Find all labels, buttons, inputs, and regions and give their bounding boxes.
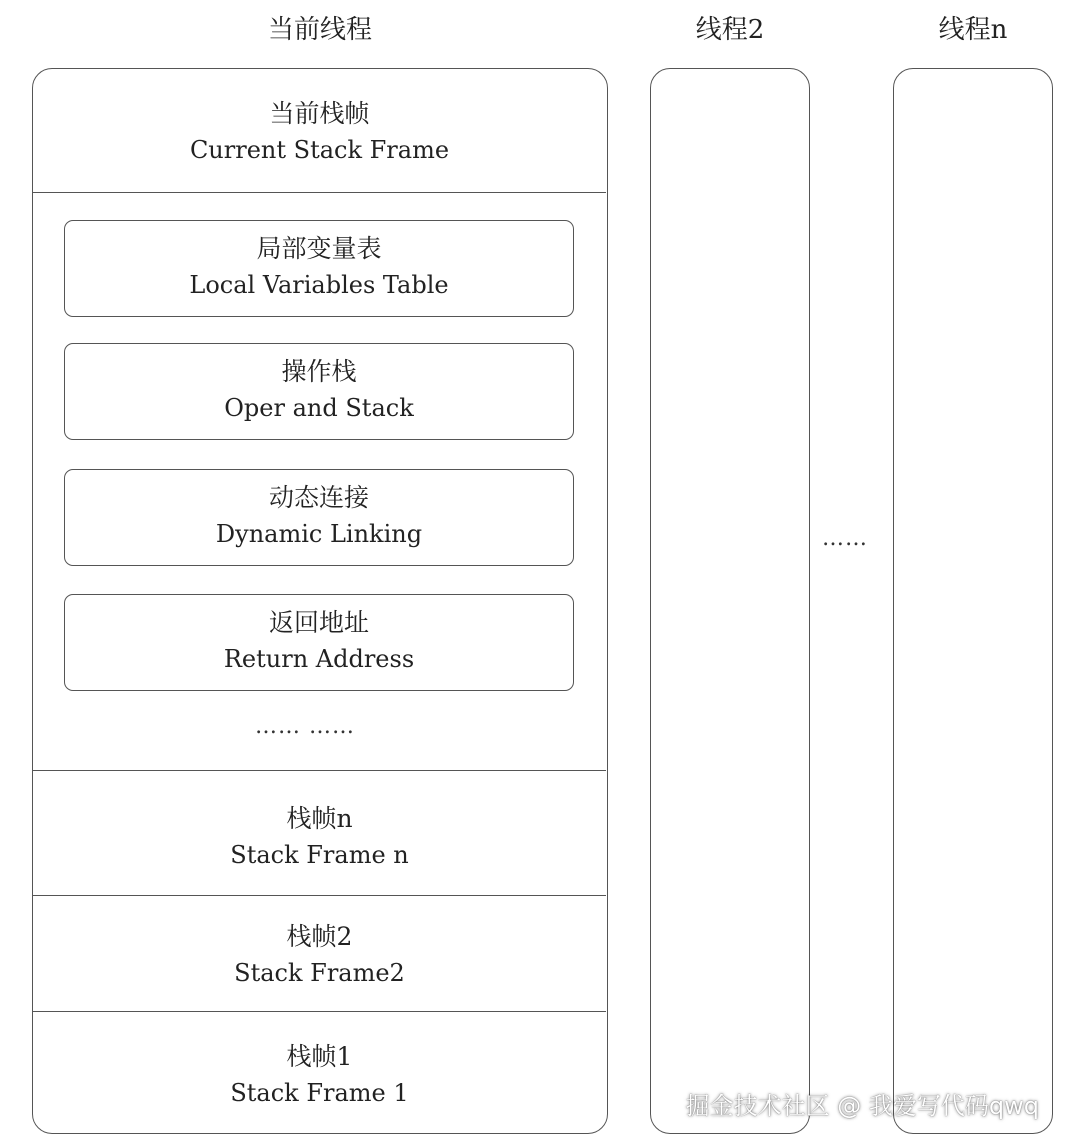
return-address-en: Return Address: [223, 645, 415, 673]
stack-frame-n: [33, 801, 606, 873]
thread-n-stack: [893, 68, 1053, 1134]
stack-frame-2-zh: 栈帧2: [286, 922, 353, 951]
divider: [33, 1011, 606, 1012]
divider: [33, 895, 606, 896]
inner-ellipsis: …… ……: [255, 714, 355, 739]
return-address-box: [64, 594, 574, 691]
stack-frame-2: [33, 919, 606, 991]
operand-stack-en: Oper and Stack: [224, 394, 414, 422]
operand-stack-box: [64, 343, 574, 440]
thread-2-stack: [650, 68, 810, 1134]
title-thread-2: 线程2: [695, 15, 765, 45]
title-current-thread: 当前线程: [267, 15, 372, 45]
local-variables-table-box: [64, 220, 574, 317]
threads-ellipsis: ……: [822, 526, 868, 551]
current-stack-frame: [33, 96, 606, 168]
operand-stack-zh: 操作栈: [281, 357, 357, 386]
divider: [33, 192, 606, 193]
current-stack-frame-zh: 当前栈帧: [269, 99, 370, 128]
stack-frame-n-en: Stack Frame n: [230, 841, 409, 869]
dynamic-linking-zh: 动态连接: [268, 483, 369, 512]
stack-frame-n-zh: 栈帧n: [286, 804, 353, 833]
stack-frame-1-en: Stack Frame 1: [230, 1079, 409, 1107]
divider: [33, 770, 606, 771]
dynamic-linking-box: [64, 469, 574, 566]
dynamic-linking-en: Dynamic Linking: [215, 520, 423, 548]
title-thread-n: 线程n: [938, 15, 1008, 45]
local-variables-table-en: Local Variables Table: [189, 271, 449, 299]
local-variables-table-zh: 局部变量表: [256, 234, 382, 263]
current-stack-frame-en: Current Stack Frame: [189, 136, 450, 164]
stack-frame-2-en: Stack Frame2: [234, 959, 405, 987]
current-thread-stack: [32, 68, 608, 1134]
stack-frame-1-zh: 栈帧1: [286, 1042, 353, 1071]
stack-frame-1: [33, 1039, 606, 1111]
return-address-zh: 返回地址: [268, 608, 369, 637]
watermark: 掘金技术社区 @ 我爱写代码qwq: [685, 1092, 1039, 1120]
